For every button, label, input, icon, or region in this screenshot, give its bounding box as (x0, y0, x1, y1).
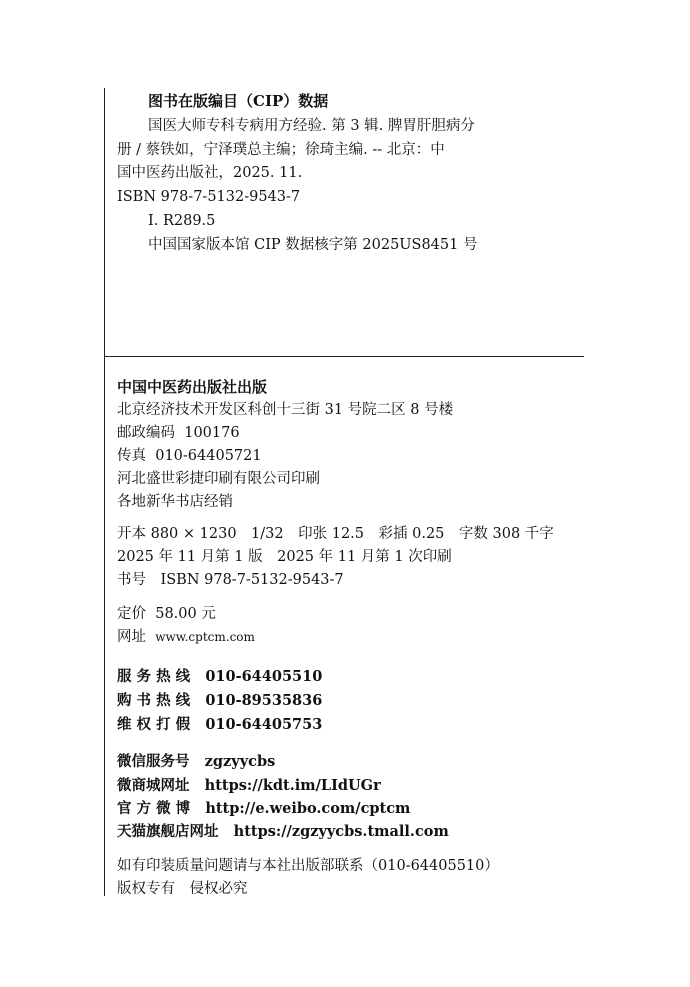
wechat-account (117, 753, 275, 771)
hotline-label: 维 权 打 假 (117, 716, 191, 733)
price (117, 605, 216, 623)
left-rule-top (104, 88, 105, 356)
online-value: zgzyycbs (204, 753, 276, 770)
price-value: 58.00 元 (155, 606, 216, 622)
cip-line-1: 国医大师专科专病用方经验. 第 3 辑. 脾胃肝胆病分 (148, 118, 475, 134)
official-weibo (117, 800, 410, 818)
website-value: www.cptcm.com (155, 630, 255, 644)
book-number: 书号 ISBN 978-7-5132-9543-7 (117, 572, 344, 588)
hotline-label: 服 务 热 线 (117, 668, 191, 685)
website-label: 网址 (117, 629, 146, 645)
publisher-address: 北京经济技术开发区科创十三街 31 号院二区 8 号楼 (117, 402, 454, 418)
hotline-service (117, 668, 322, 686)
left-rule-bottom (104, 356, 105, 896)
tmall-store (117, 823, 449, 841)
micro-mall (117, 777, 381, 795)
distributor: 各地新华书店经销 (117, 494, 233, 510)
cip-number: 中国国家版本馆 CIP 数据核字第 2025US8451 号 (148, 237, 478, 253)
copyright-notice: 版权专有 侵权必究 (117, 881, 248, 897)
hotline-value: 010-89535836 (205, 692, 323, 709)
publisher-name: 中国中医药出版社出版 (117, 378, 268, 396)
postal-code (117, 424, 240, 442)
cip-class: Ⅰ. R289.5 (148, 213, 216, 229)
hotline-purchase (117, 692, 322, 710)
price-label: 定价 (117, 606, 146, 622)
fax-label: 传真 (117, 448, 146, 464)
online-label: 微商城网址 (117, 777, 190, 794)
online-value: https://kdt.im/LIdUGr (204, 777, 381, 794)
online-label: 微信服务号 (117, 753, 190, 770)
online-value: http://e.weibo.com/cptcm (205, 800, 411, 817)
fax-value: 010-64405721 (155, 448, 262, 464)
cip-heading: 图书在版编目（CIP）数据 (148, 92, 329, 110)
quality-notice: 如有印装质量问题请与本社出版部联系（010-64405510） (117, 858, 499, 874)
online-value: https://zgzyycbs.tmall.com (233, 823, 449, 840)
cip-isbn: ISBN 978-7-5132-9543-7 (117, 189, 301, 205)
postal-value: 100176 (184, 425, 240, 441)
hotline-value: 010-64405510 (205, 668, 323, 685)
cip-line-3: 国中医药出版社，2025. 11. (117, 165, 303, 181)
edition-info: 2025 年 11 月第 1 版 2025 年 11 月第 1 次印刷 (117, 549, 452, 565)
section-divider (104, 356, 584, 357)
online-label: 天猫旗舰店网址 (117, 823, 219, 840)
postal-label: 邮政编码 (117, 425, 175, 441)
hotline-antipiracy (117, 716, 322, 734)
fax (117, 447, 262, 465)
cip-line-2: 册 / 蔡铁如，宁泽璞总主编；徐琦主编. -- 北京：中 (117, 142, 445, 158)
printer: 河北盛世彩捷印刷有限公司印刷 (117, 471, 320, 487)
website (117, 628, 255, 646)
online-label: 官 方 微 博 (117, 800, 191, 817)
book-format: 开本 880 × 1230 1/32 印张 12.5 彩插 0.25 字数 308 千字 (117, 526, 554, 542)
hotline-value: 010-64405753 (205, 716, 323, 733)
hotline-label: 购 书 热 线 (117, 692, 191, 709)
